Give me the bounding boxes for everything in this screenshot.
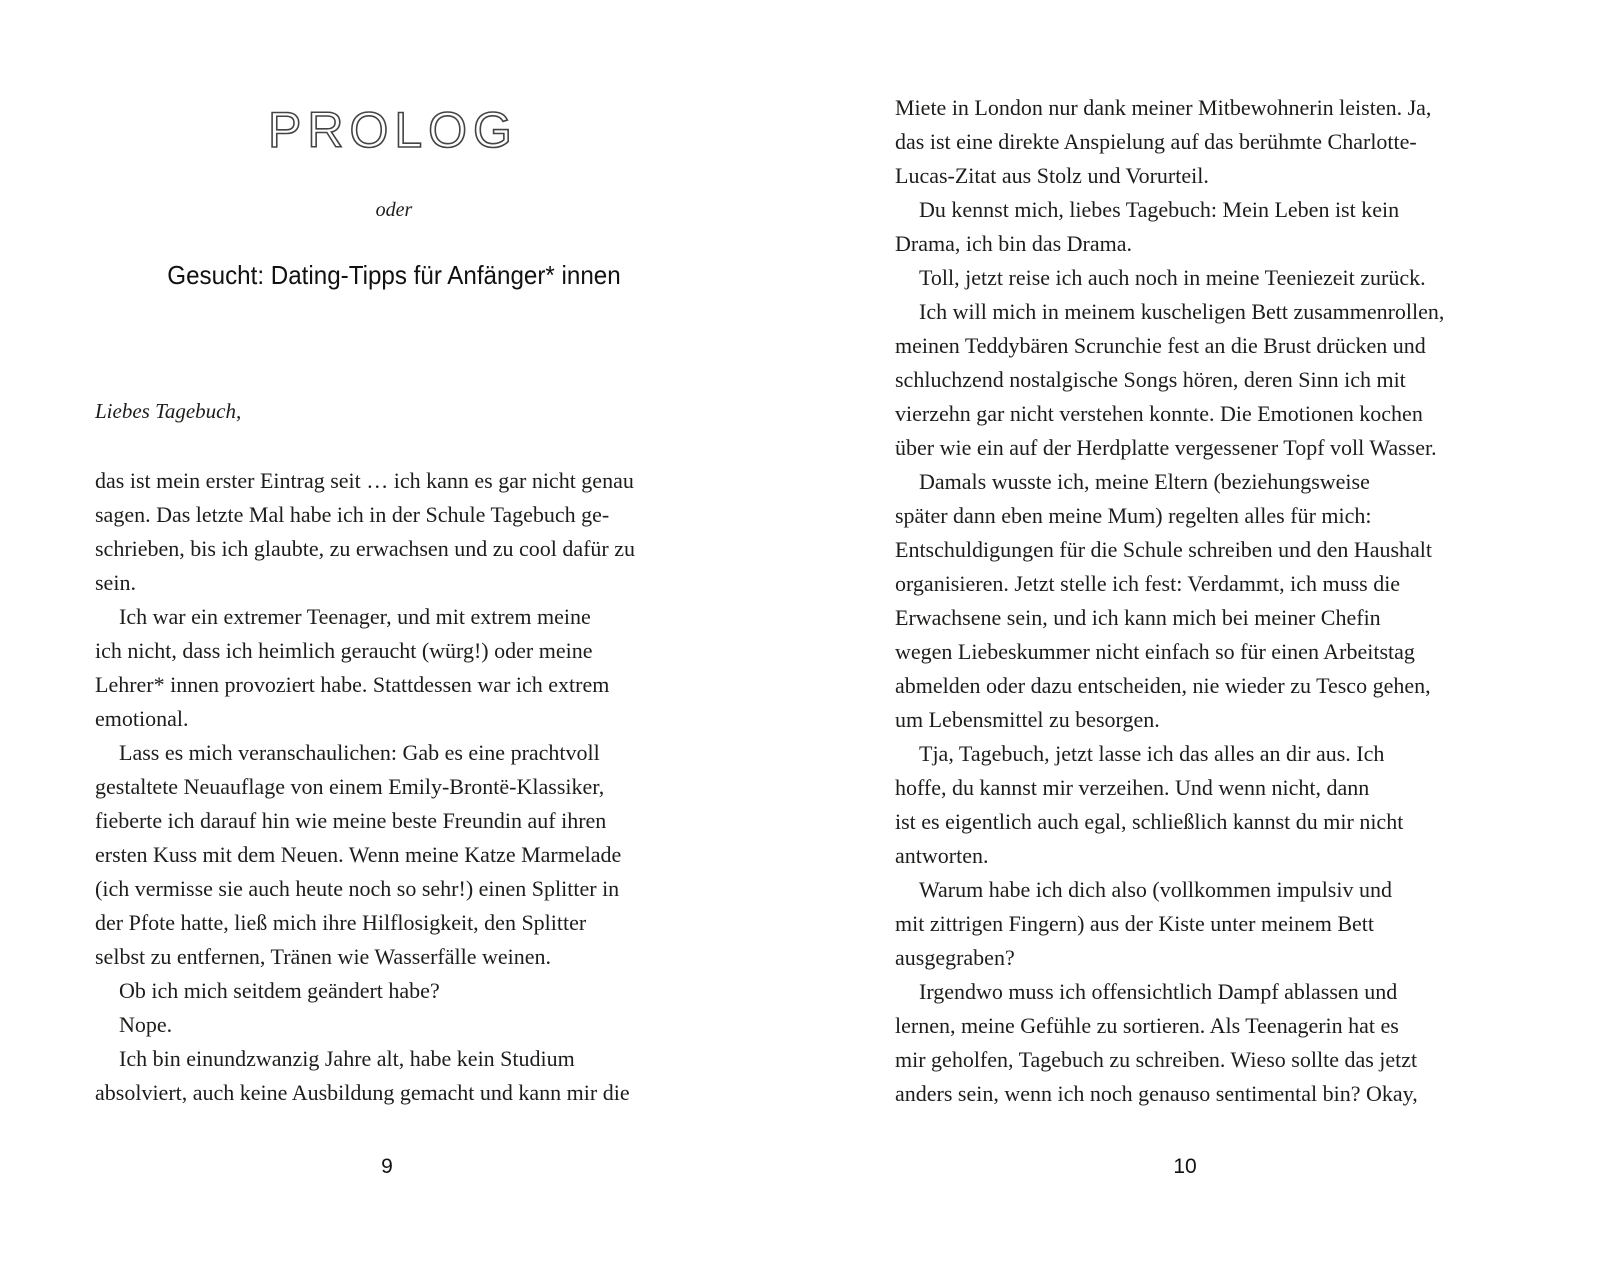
text-line: ist es eigentlich auch egal, schließlich kannst du mir nicht — [895, 809, 1404, 834]
page-number: 9 — [381, 1155, 393, 1178]
text-line: Du kennst mich, liebes Tagebuch: Mein Leben ist kein — [919, 197, 1400, 222]
text-line: Nope. — [119, 1012, 173, 1037]
text-line: Ich bin einundzwanzig Jahre alt, habe kein Studium — [119, 1046, 575, 1071]
chapter-subheading: oder — [375, 199, 413, 221]
text-line: absolviert, auch keine Ausbildung gemacht und kann mir die — [95, 1080, 630, 1105]
salutation: Liebes Tagebuch, — [95, 399, 242, 423]
text-line: hoffe, du kannst mir verzeihen. Und wenn nicht, dann — [895, 775, 1370, 800]
text-line: mit zittrigen Fingern) aus der Kiste unter meinem Bett — [895, 911, 1374, 936]
text-line: fieberte ich darauf hin wie meine beste Freundin auf ihren — [95, 808, 607, 833]
text-line: Ich will mich in meinem kuscheligen Bett zusammenrollen, — [919, 299, 1445, 324]
page-number: 10 — [1173, 1155, 1197, 1178]
text-line: Lehrer* innen provoziert habe. Stattdessen war ich extrem — [95, 672, 610, 697]
text-line: wegen Liebeskummer nicht einfach so für einen Arbeitstag — [895, 639, 1415, 664]
text-line: Warum habe ich dich also (vollkommen impulsiv und — [919, 877, 1392, 902]
text-line: abmelden oder dazu entscheiden, nie wieder zu Tesco gehen, — [895, 673, 1431, 698]
text-line: antworten. — [895, 843, 989, 868]
text-line: schrieben, bis ich glaubte, zu erwachsen und zu cool dafür zu — [95, 536, 636, 561]
text-line: Entschuldigungen für die Schule schreiben und den Haushalt — [895, 537, 1433, 562]
text-line: emotional. — [95, 706, 189, 731]
text-line: ersten Kuss mit dem Neuen. Wenn meine Katze Marmelade — [95, 842, 622, 867]
text-line: ich nicht, dass ich heimlich geraucht (würg!) oder meine — [95, 638, 593, 663]
text-line: Erwachsene sein, und ich kann mich bei meiner Chefin — [895, 605, 1381, 630]
text-line: vierzehn gar nicht verstehen konnte. Die Emotionen kochen — [895, 401, 1423, 426]
text-line: Drama, ich bin das Drama. — [895, 231, 1133, 256]
chapter-title: Gesucht: Dating-Tipps für Anfänger* innen — [167, 260, 621, 290]
text-line: später dann eben meine Mum) regelten alles für mich: — [895, 503, 1372, 528]
text-line: Damals wusste ich, meine Eltern (beziehungsweise — [919, 469, 1370, 494]
text-line: Tja, Tagebuch, jetzt lasse ich das alles an dir aus. Ich — [919, 741, 1385, 766]
text-line: über wie ein auf der Herdplatte vergessener Topf voll Wasser. — [895, 435, 1437, 460]
text-line: ausgegraben? — [895, 945, 1015, 970]
text-line: lernen, meine Gefühle zu sortieren. Als Teenagerin hat es — [895, 1013, 1399, 1038]
text-line: (ich vermisse sie auch heute noch so sehr!) einen Splitter in — [95, 876, 620, 901]
text-line: Lucas-Zitat aus Stolz und Vorurteil. — [895, 163, 1209, 188]
text-line: Toll, jetzt reise ich auch noch in meine Teeniezeit zurück. — [919, 265, 1426, 290]
text-line: organisieren. Jetzt stelle ich fest: Verdammt, ich muss die — [895, 571, 1401, 596]
chapter-heading: PROLOG — [268, 102, 518, 158]
text-line: anders sein, wenn ich noch genauso sentimental bin? Okay, — [895, 1081, 1418, 1106]
text-line: gestaltete Neuauflage von einem Emily-Brontë-Klassiker, — [95, 774, 605, 799]
text-line: sein. — [95, 570, 136, 595]
text-line: sagen. Das letzte Mal habe ich in der Schule Tagebuch ge- — [95, 502, 610, 527]
text-line: mir geholfen, Tagebuch zu schreiben. Wieso sollte das jetzt — [895, 1047, 1418, 1072]
text-line: Miete in London nur dank meiner Mitbewohnerin leisten. Ja, — [895, 95, 1432, 120]
text-line: das ist eine direkte Anspielung auf das berühmte Charlotte- — [895, 129, 1417, 154]
right-page — [800, 0, 1600, 1274]
text-line: Ob ich mich seitdem geändert habe? — [119, 978, 440, 1003]
text-line: das ist mein erster Eintrag seit … ich kann es gar nicht genau — [95, 468, 634, 493]
text-line: schluchzend nostalgische Songs hören, deren Sinn ich mit — [895, 367, 1406, 392]
text-line: Lass es mich veranschaulichen: Gab es eine prachtvoll — [119, 740, 600, 765]
text-line: selbst zu entfernen, Tränen wie Wasserfälle weinen. — [95, 944, 552, 969]
text-line: um Lebensmittel zu besorgen. — [895, 707, 1160, 732]
text-line: Irgendwo muss ich offensichtlich Dampf ablassen und — [919, 979, 1398, 1004]
right-body-text — [895, 91, 1485, 1111]
text-line: meinen Teddybären Scrunchie fest an die Brust drücken und — [895, 333, 1426, 358]
text-line: der Pfote hatte, ließ mich ihre Hilflosigkeit, den Splitter — [95, 910, 587, 935]
text-line: Ich war ein extremer Teenager, und mit extrem meine — [119, 604, 591, 629]
left-body-text — [95, 464, 685, 1110]
